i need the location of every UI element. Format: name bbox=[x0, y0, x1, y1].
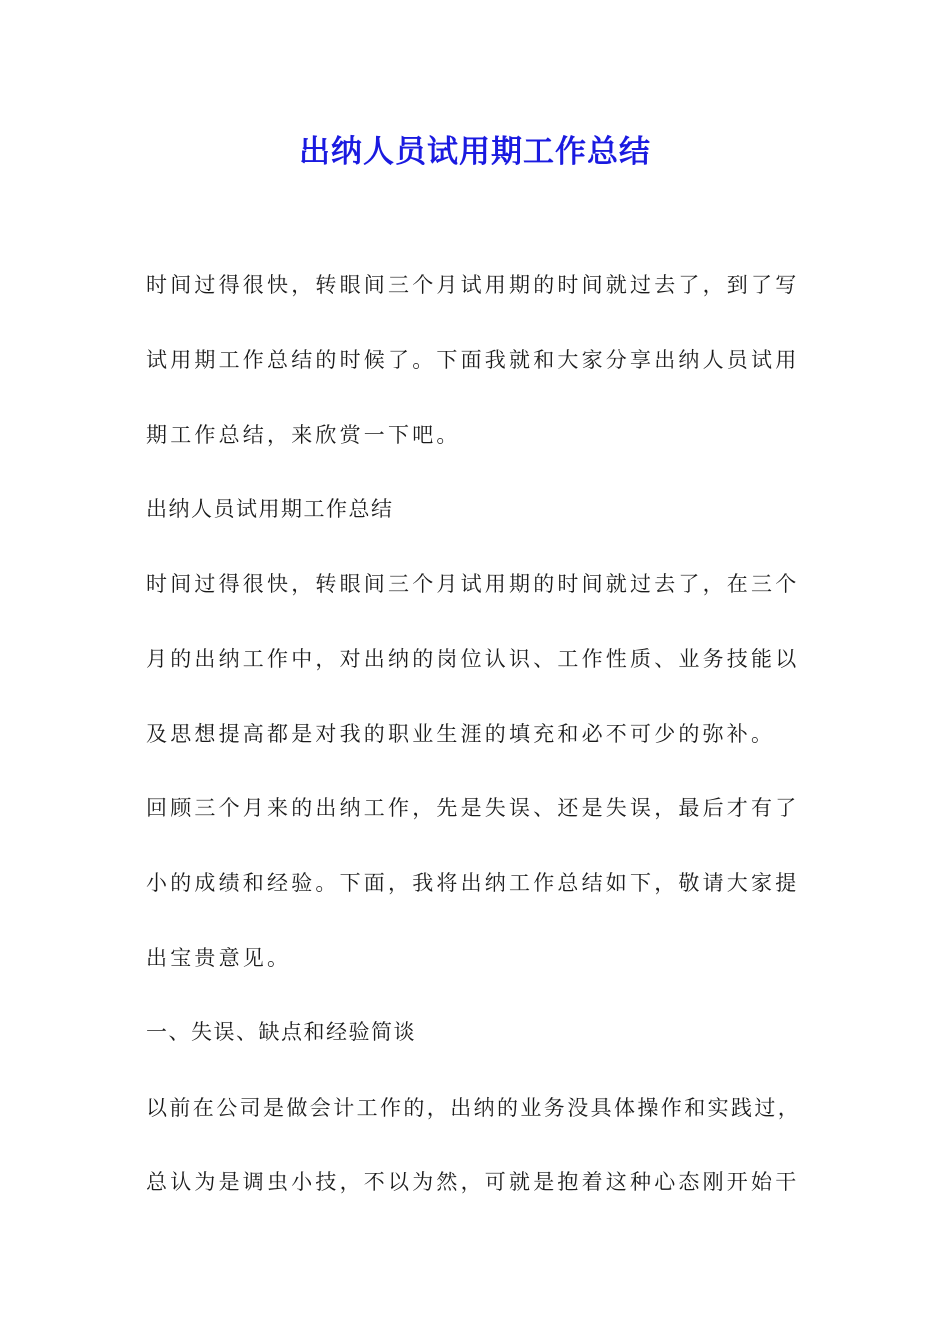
document-title: 出纳人员试用期工作总结 bbox=[299, 134, 651, 170]
paragraph-line: 回顾三个月来的出纳工作，先是失误、还是失误，最后才有了 bbox=[146, 796, 800, 820]
section-heading: 一、失误、缺点和经验简谈 bbox=[146, 1020, 416, 1044]
paragraph-line: 出宝贵意见。 bbox=[146, 946, 292, 970]
paragraph-line: 时间过得很快，转眼间三个月试用期的时间就过去了，到了写 bbox=[146, 273, 800, 297]
paragraph-line: 时间过得很快，转眼间三个月试用期的时间就过去了，在三个 bbox=[146, 572, 800, 596]
paragraph-line: 总认为是调虫小技，不以为然，可就是抱着这种心态刚开始干 bbox=[146, 1170, 800, 1194]
section-heading: 出纳人员试用期工作总结 bbox=[146, 497, 394, 521]
paragraph-line: 小的成绩和经验。下面，我将出纳工作总结如下，敬请大家提 bbox=[146, 871, 800, 895]
paragraph-line: 及思想提高都是对我的职业生涯的填充和必不可少的弥补。 bbox=[146, 722, 776, 746]
paragraph-line: 月的出纳工作中，对出纳的岗位认识、工作性质、业务技能以 bbox=[146, 647, 800, 671]
paragraph-line: 试用期工作总结的时候了。下面我就和大家分享出纳人员试用 bbox=[146, 348, 800, 372]
paragraph-line: 以前在公司是做会计工作的，出纳的业务没具体操作和实践过， bbox=[146, 1096, 802, 1120]
paragraph-line: 期工作总结，来欣赏一下吧。 bbox=[146, 423, 461, 447]
